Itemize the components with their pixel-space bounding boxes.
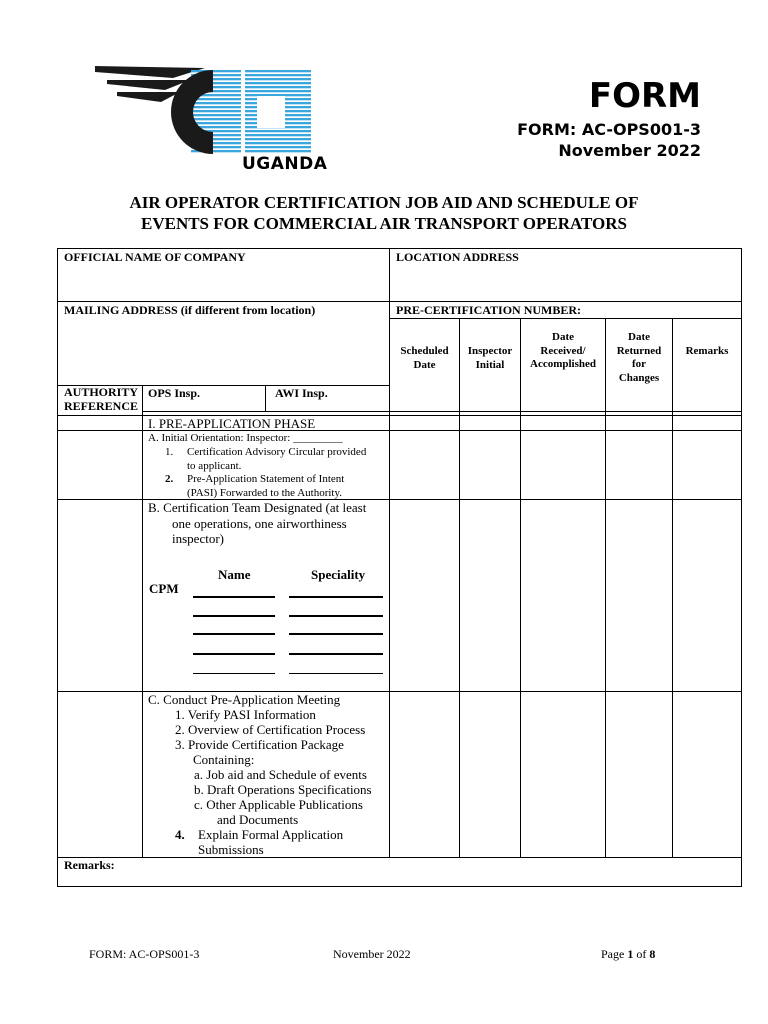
ops-insp-label: OPS Insp. (148, 386, 201, 400)
col-remarks: Remarks (685, 345, 729, 357)
team-speciality-field-5[interactable] (289, 673, 383, 674)
col-date-returned (606, 331, 672, 385)
section-a-item-2-num: 2. (165, 473, 174, 485)
form-code: FORM: AC-OPS001-3 (517, 120, 701, 139)
section-a-item-1-line-2: to applicant. (187, 459, 242, 472)
document-title (60, 192, 708, 234)
col-received-line-3: Accomplished (530, 358, 596, 370)
team-speciality-field-2[interactable] (289, 615, 383, 617)
section-a-item-2 (187, 473, 344, 500)
team-name-field-5[interactable] (193, 673, 275, 674)
col-returned-line-1: Date (628, 331, 650, 343)
location-address-label: LOCATION ADDRESS (396, 250, 519, 264)
speciality-column-label: Speciality (311, 567, 366, 582)
section-c-item-4-line-2: Submissions (198, 842, 264, 857)
team-name-field-4[interactable] (193, 653, 275, 655)
team-speciality-field-1[interactable] (289, 596, 383, 598)
phase-heading: I. PRE-APPLICATION PHASE (148, 416, 316, 431)
section-b-line-2: one operations, one airworthiness (172, 515, 347, 531)
footer-page-number (601, 947, 655, 962)
section-a-item-1-num: 1. (165, 446, 174, 458)
section-a-item-2-line-1: Pre-Application Statement of Intent (187, 473, 345, 485)
form-title: FORM (588, 76, 701, 116)
team-name-field-2[interactable] (193, 615, 275, 617)
footer-page-of: of (633, 947, 650, 961)
section-c-item-4 (198, 827, 343, 857)
col-date-received (521, 331, 605, 372)
authority-line-2: REFERENCE (64, 398, 139, 413)
authority-reference-label (64, 386, 138, 413)
section-c (148, 692, 372, 827)
team-speciality-field-4[interactable] (289, 653, 383, 655)
section-b-line-1: B. Certification Team Designated (at least (148, 500, 367, 515)
caa-logo (95, 62, 328, 177)
col-scheduled-line-2: Date (413, 358, 436, 371)
form-date: November 2022 (558, 141, 701, 160)
section-c-item-3: 3. Provide Certification Package (175, 737, 344, 752)
official-name-label: OFFICIAL NAME OF COMPANY (64, 250, 246, 264)
remarks-label: Remarks: (64, 858, 115, 872)
team-speciality-field-3[interactable] (289, 633, 383, 635)
precert-number-label: PRE-CERTIFICATION NUMBER: (396, 303, 582, 317)
logo-text: UGANDA (242, 154, 328, 174)
team-name-field-1[interactable] (193, 596, 275, 598)
section-c-item-2: 2. Overview of Certification Process (175, 722, 366, 737)
col-scheduled-date (390, 345, 459, 372)
team-name-field-3[interactable] (193, 633, 275, 635)
footer-form-code: FORM: AC-OPS001-3 (89, 947, 200, 961)
col-returned-line-3: for (631, 358, 647, 370)
mailing-address-label: MAILING ADDRESS (if different from location) (64, 303, 316, 317)
section-c-sub-c-cont: and Documents (217, 812, 299, 827)
name-column-label: Name (218, 567, 251, 582)
footer-page-current: 1 (627, 947, 634, 961)
section-c-sub-b: b. Draft Operations Specifications (194, 782, 372, 797)
col-received-line-1: Date (552, 331, 574, 343)
section-a-item-2-line-2: (PASI) Forwarded to the Authority. (187, 486, 343, 499)
col-inspector-initial (460, 345, 520, 372)
col-returned-line-2: Returned (616, 344, 662, 357)
section-c-sub-a: a. Job aid and Schedule of events (194, 767, 367, 782)
section-b-line-3: inspector) (172, 531, 224, 546)
section-c-item-4-num: 4. (175, 827, 185, 842)
document-title-line-1: AIR OPERATOR CERTIFICATION JOB AID AND SCHEDULE OF (129, 193, 639, 212)
col-scheduled-line-1: Scheduled (400, 345, 449, 357)
section-c-item-3-cont: Containing: (193, 752, 255, 767)
document-title-line-2: EVENTS FOR COMMERCIAL AIR TRANSPORT OPERATORS (140, 214, 628, 233)
awi-insp-label: AWI Insp. (275, 386, 328, 400)
footer-page-total: 8 (649, 947, 656, 961)
col-returned-line-4: Changes (618, 371, 660, 384)
section-c-item-4-line-1: Explain Formal Application (198, 827, 344, 842)
section-a-item-1 (187, 446, 366, 473)
section-c-title: C. Conduct Pre-Application Meeting (148, 692, 341, 707)
section-a-item-1-line-1: Certification Advisory Circular provided (187, 446, 367, 458)
section-c-item-1: 1. Verify PASI Information (175, 707, 316, 722)
footer-date: November 2022 (333, 947, 411, 961)
section-c-sub-c: c. Other Applicable Publications (194, 797, 363, 812)
col-received-line-2: Received/ (540, 344, 586, 357)
footer-page-prefix: Page (601, 947, 628, 961)
col-inspector-line-2: Initial (475, 358, 505, 371)
cpm-label: CPM (149, 581, 179, 596)
section-b-title (148, 500, 366, 547)
section-a-title: A. Initial Orientation: Inspector: _________ (148, 432, 343, 444)
col-inspector-line-1: Inspector (467, 345, 513, 357)
authority-line-1: AUTHORITY (64, 385, 139, 399)
